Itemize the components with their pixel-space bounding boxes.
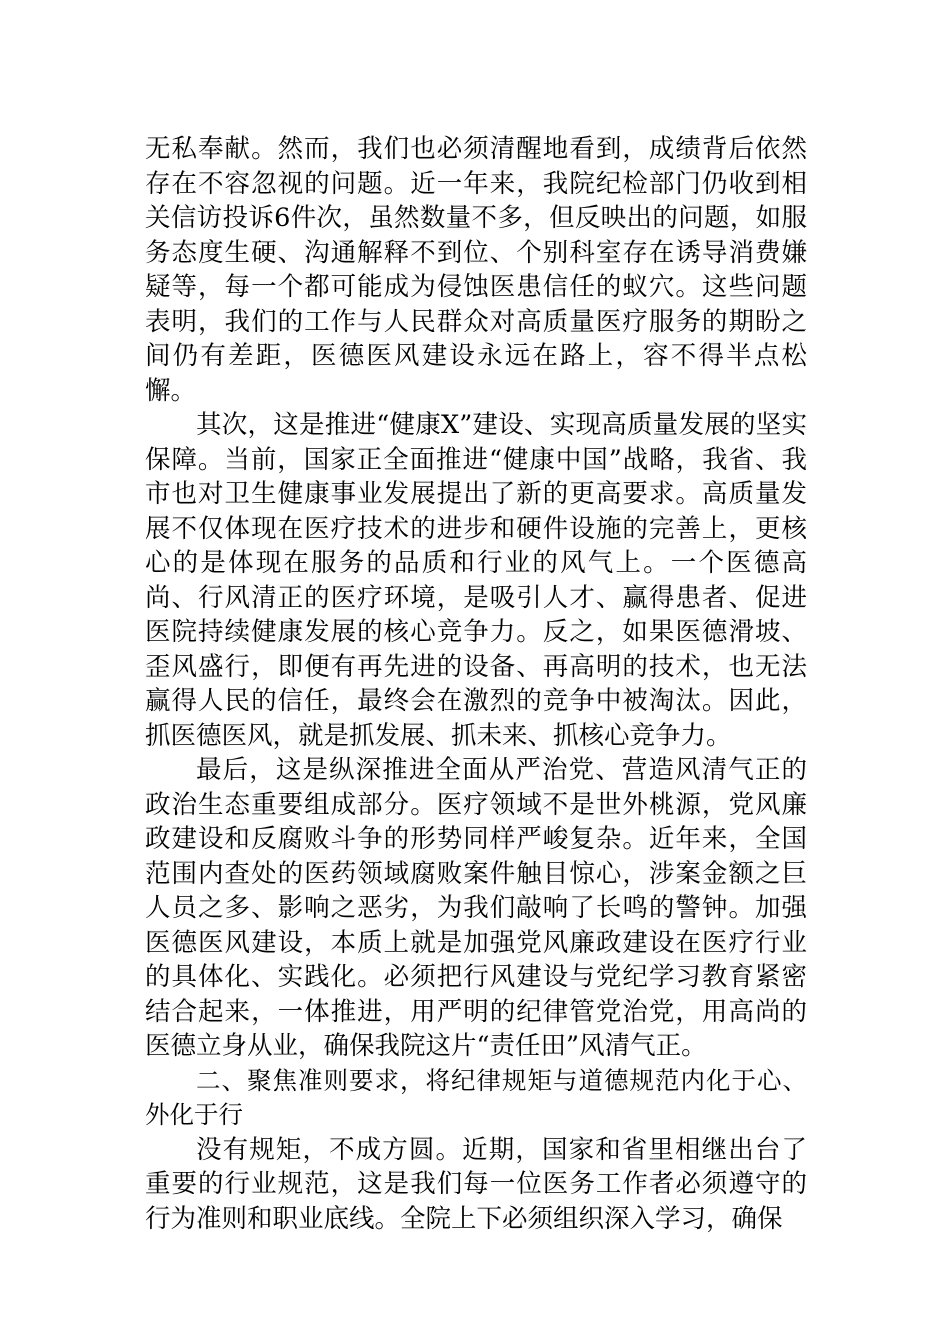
- paragraph-second-reason: 其次，这是推进“健康X”建设、实现高质量发展的坚实保障。当前，国家正全面推进“健康中国”战略，我省、我市也对卫生健康事业发展提出了新的更高要求。高质量发展不仅体现在医疗技术的进步和硬件设施的完善上，更核心的是体现在服务的品质和行业的风气上。一个医德高尚、行风清正的医疗环境，是吸引人才、赢得患者、促进医院持续健康发展的核心竞争力。反之，如果医德滑坡、歪风盛行，即便有再先进的设备、再高明的技术，也无法赢得人民的信任，最终会在激烈的竞争中被淘汰。因此，抓医德医风，就是抓发展、抓未来、抓核心竞争力。: [145, 410, 807, 751]
- section-two-heading: 二、聚焦准则要求，将纪律规矩与道德规范内化于心、外化于行: [145, 1065, 807, 1129]
- paragraph-section-two-body: 没有规矩，不成方圆。近期，国家和省里相继出台了重要的行业规范，这是我们每一位医务工作者必须遵守的行为准则和职业底线。全院上下必须组织深入学习，确保: [145, 1134, 807, 1234]
- paragraph-continuation: 无私奉献。然而，我们也必须清醒地看到，成绩背后依然存在不容忽视的问题。近一年来，我院纪检部门仍收到相关信访投诉6件次，虽然数量不多，但反映出的问题，如服务态度生硬、沟通解释不到位、个别科室存在诱导消费嫌疑等，每一个都可能成为侵蚀医患信任的蚁穴。这些问题表明，我们的工作与人民群众对高质量医疗服务的期盼之间仍有差距，医德医风建设永远在路上，容不得半点松懈。: [145, 134, 807, 406]
- paragraph-third-reason: 最后，这是纵深推进全面从严治党、营造风清气正的政治生态重要组成部分。医疗领域不是世外桃源，党风廉政建设和反腐败斗争的形势同样严峻复杂。近年来，全国范围内查处的医药领域腐败案件触目惊心，涉案金额之巨人员之多、影响之恶劣，为我们敲响了长鸣的警钟。加强医德医风建设，本质上就是加强党风廉政建设在医疗行业的具体化、实践化。必须把行风建设与党纪学习教育紧密结合起来，一体推进，用严明的纪律管党治党，用高尚的医德立身从业，确保我院这片“责任田”风清气正。: [145, 755, 807, 1061]
- document-body: [145, 132, 807, 1236]
